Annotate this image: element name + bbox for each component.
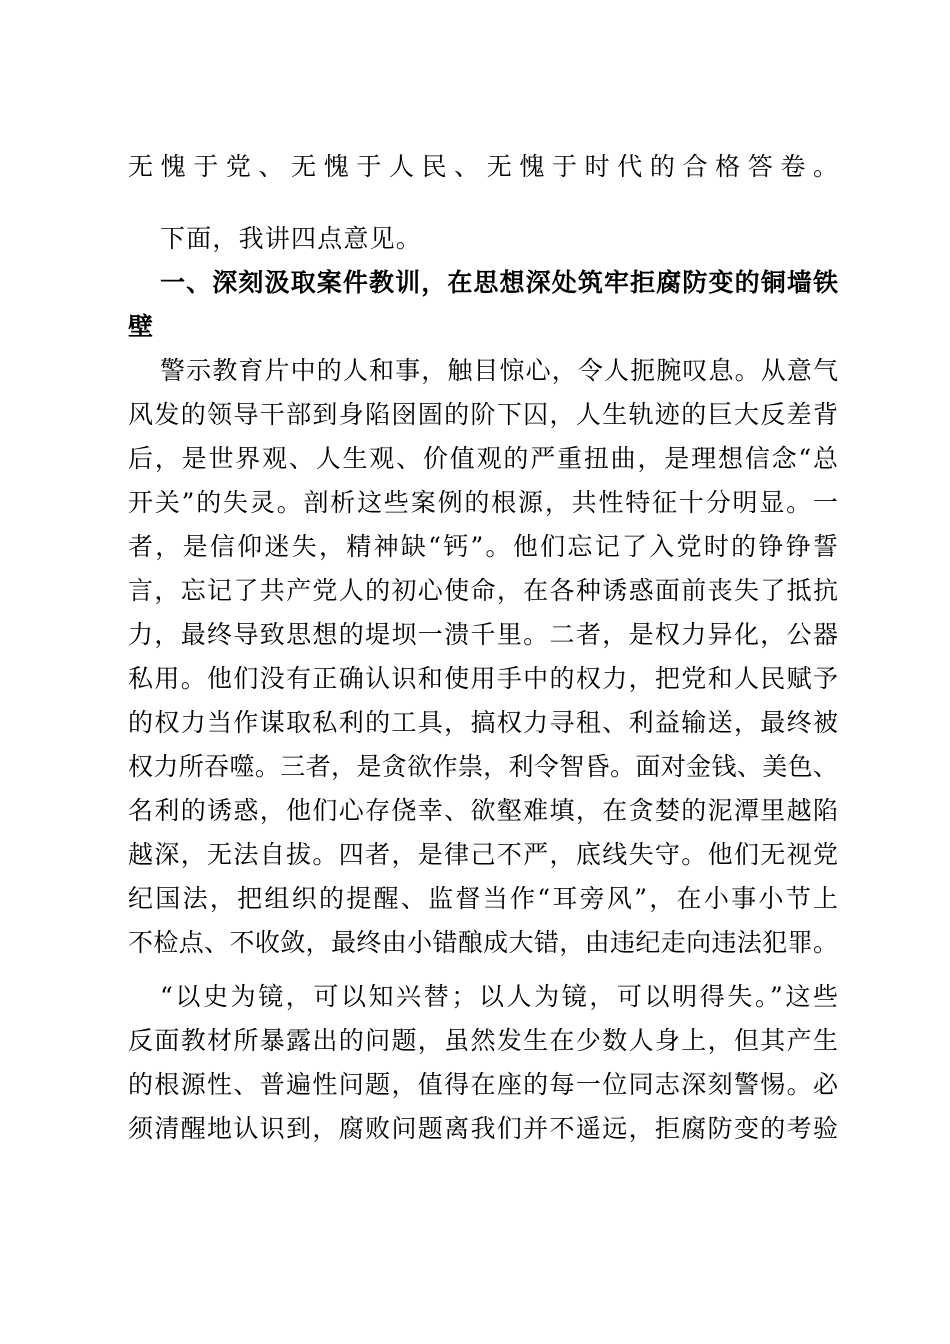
- text-line: 言，忘记了共产党人的初心使命，在各种诱惑面前丧失了抵抗: [128, 576, 838, 605]
- text-line: 私用。他们没有正确认识和使用手中的权力，把党和人民赋予: [128, 664, 838, 693]
- text-line: 的权力当作谋取私利的工具，搞权力寻租、利益输送，最终被: [128, 708, 838, 737]
- text-line: “以史为镜，可以知兴替；以人为镜，可以明得失。”这些: [160, 982, 838, 1011]
- text-line: 下面，我讲四点意见。: [160, 224, 423, 253]
- text-line: 警示教育片中的人和事，触目惊心，令人扼腕叹息。从意气: [160, 356, 838, 385]
- text-line: 权力所吞噬。三者，是贪欲作祟，利令智昏。面对金钱、美色、: [128, 752, 838, 781]
- text-line: 越深，无法自拔。四者，是律己不严，底线失守。他们无视党: [128, 840, 838, 869]
- text-line: 者，是信仰迷失，精神缺“钙”。他们忘记了入党时的铮铮誓: [128, 532, 838, 561]
- text-line: 无愧于党、无愧于人民、无愧于时代的合格答卷。: [128, 152, 838, 181]
- text-line: 名利的诱惑，他们心存侥幸、欲壑难填，在贪婪的泥潭里越陷: [128, 796, 838, 825]
- text-line: 风发的领导干部到身陷囹圄的阶下囚，人生轨迹的巨大反差背: [128, 400, 838, 429]
- section-heading-continued: 壁: [128, 312, 155, 341]
- text-line: 后，是世界观、人生观、价值观的严重扭曲，是理想信念“总: [128, 444, 838, 473]
- text-line: 不检点、不收敛，最终由小错酿成大错，由违纪走向违法犯罪。: [128, 928, 838, 957]
- text-line: 力，最终导致思想的堤坝一溃千里。二者，是权力异化，公器: [128, 620, 838, 649]
- section-heading: 一、深刻汲取案件教训，在思想深处筑牢拒腐防变的铜墙铁: [160, 268, 838, 297]
- text-line: 须清醒地认识到，腐败问题离我们并不遥远，拒腐防变的考验: [128, 1114, 838, 1143]
- text-line: 纪国法，把组织的提醒、监督当作“耳旁风”，在小事小节上: [128, 884, 838, 913]
- text-line: 开关”的失灵。剖析这些案例的根源，共性特征十分明显。一: [128, 488, 838, 517]
- text-line: 的根源性、普遍性问题，值得在座的每一位同志深刻警惕。必: [128, 1070, 838, 1099]
- text-line: 反面教材所暴露出的问题，虽然发生在少数人身上，但其产生: [128, 1026, 838, 1055]
